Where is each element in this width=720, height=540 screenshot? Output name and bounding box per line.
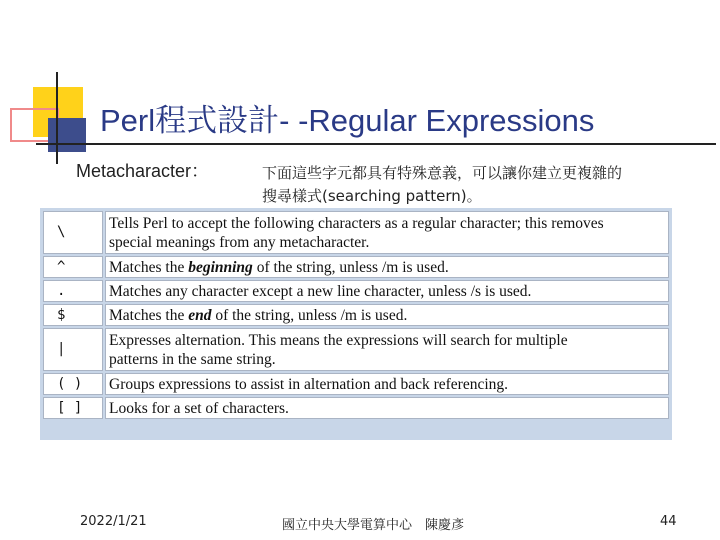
table-row (43, 373, 669, 395)
description-line-1: 下面這些字元都具有特殊意義，可以讓你建立更複雜的 (262, 164, 623, 182)
symbol-cell: ^ (43, 256, 103, 278)
description-cell: Tells Perl to accept the following characters as a regular character; this removes special meanings from any metacharacter. (105, 211, 669, 254)
slide-subtitle: Metacharacter： (76, 161, 210, 181)
symbol-cell: \ (43, 211, 103, 254)
description-cell: Matches any character except a new line character, unless /s is used. (105, 280, 669, 302)
decor-blue-square (48, 118, 86, 152)
page-number: 44 (660, 514, 677, 529)
description-cell: Matches the end of the string, unless /m is used. (105, 304, 669, 326)
symbol-cell: . (43, 280, 103, 302)
metacharacter-table (40, 208, 672, 440)
symbol-cell: | (43, 328, 103, 371)
symbol-cell: [ ] (43, 397, 103, 419)
table-row (43, 280, 669, 302)
symbol-cell: ( ) (43, 373, 103, 395)
table-row (43, 328, 669, 371)
description-cell: Groups expressions to assist in alternation and back referencing. (105, 373, 669, 395)
footer-organization: 國立中央大學電算中心 陳慶彥 (282, 518, 465, 533)
description-line-2: 搜尋樣式(searching pattern)。 (262, 187, 482, 205)
description-cell: Looks for a set of characters. (105, 397, 669, 419)
description-cell: Expresses alternation. This means the expressions will search for multiple patterns in the same string. (105, 328, 669, 371)
decor-vertical-line (56, 72, 58, 164)
description-cell: Matches the beginning of the string, unless /m is used. (105, 256, 669, 278)
footer-date: 2022/1/21 (80, 514, 147, 529)
table-row (43, 211, 669, 254)
table-row (43, 397, 669, 419)
symbol-cell: $ (43, 304, 103, 326)
slide-title: Perl程式設計- -Regular Expressions (100, 103, 595, 138)
table-row (43, 304, 669, 326)
table-row (43, 256, 669, 278)
title-underline (36, 143, 716, 145)
